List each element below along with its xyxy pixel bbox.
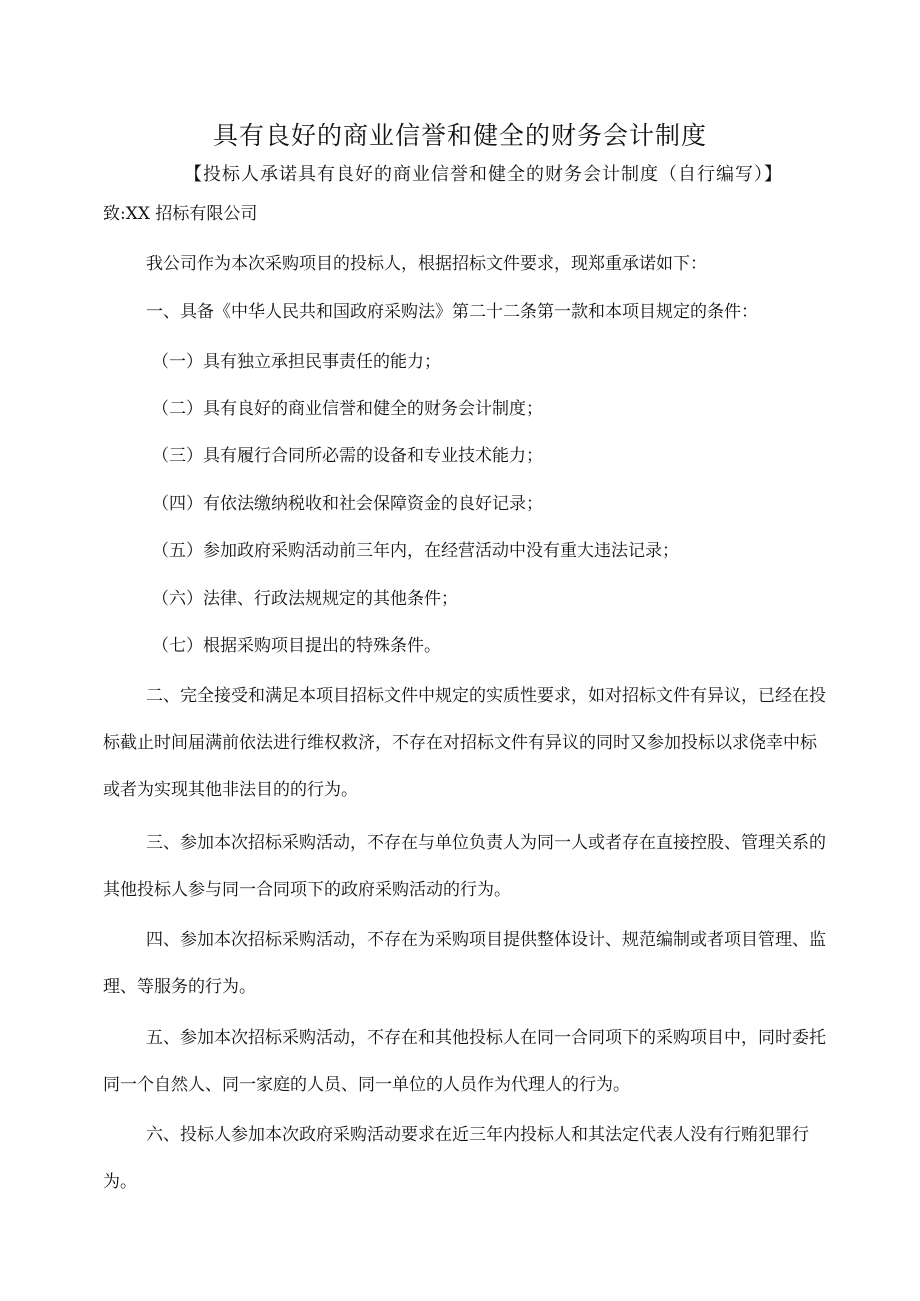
clause-1-item-1: （一）具有独立承担民事责任的能力； (152, 352, 441, 372)
clause-4: 四、参加本次招标采购活动，不存在为采购项目提供整体设计、规范编制或者项目管理、监理、等服务的行为。 (103, 930, 826, 997)
clause-1-item-4: （四）有依法缴纳税收和社会保障资金的良好记录； (152, 494, 543, 514)
clause-3: 三、参加本次招标采购活动，不存在与单位负责人为同一人或者存在直接控股、管理关系的其他投标人参与同一合同项下的政府采购活动的行为。 (103, 833, 826, 900)
salutation: 致:XX 招标有限公司 (103, 204, 258, 224)
intro-paragraph: 我公司作为本次采购项目的投标人，根据招标文件要求，现郑重承诺如下： (146, 254, 707, 274)
clause-1-item-6: （六）法律、行政法规规定的其他条件； (152, 589, 458, 609)
clause-1-item-5: （五）参加政府采购活动前三年内，在经营活动中没有重大违法记录； (152, 541, 679, 561)
clause-1-item-7: （七）根据采购项目提出的特殊条件。 (152, 636, 441, 656)
document-subtitle: 【投标人承诺具有良好的商业信誉和健全的财务会计制度（自行编写）】 (184, 164, 783, 185)
clause-1-item-2: （二）具有良好的商业信誉和健全的财务会计制度； (152, 399, 543, 419)
clause-1-heading: 一、具备《中华人民共和国政府采购法》第二十二条第一款和本项目规定的条件： (146, 302, 758, 322)
clause-6: 六、投标人参加本次政府采购活动要求在近三年内投标人和其法定代表人没有行贿犯罪行为。 (103, 1125, 809, 1192)
document-title: 具有良好的商业信誉和健全的财务会计制度 (212, 121, 707, 150)
clause-5: 五、参加本次招标采购活动，不存在和其他投标人在同一合同项下的采购项目中，同时委托同一个自然人、同一家庭的人员、同一单位的人员作为代理人的行为。 (103, 1028, 826, 1095)
clause-1-item-3: （三）具有履行合同所必需的设备和专业技术能力； (152, 446, 543, 466)
clause-2: 二、完全接受和满足本项目招标文件中规定的实质性要求，如对招标文件有异议，已经在投标截止时间届满前依法进行维权救济，不存在对招标文件有异议的同时又参加投标以求侥幸中标或者为实现其他非法目的的行为。 (103, 686, 826, 800)
